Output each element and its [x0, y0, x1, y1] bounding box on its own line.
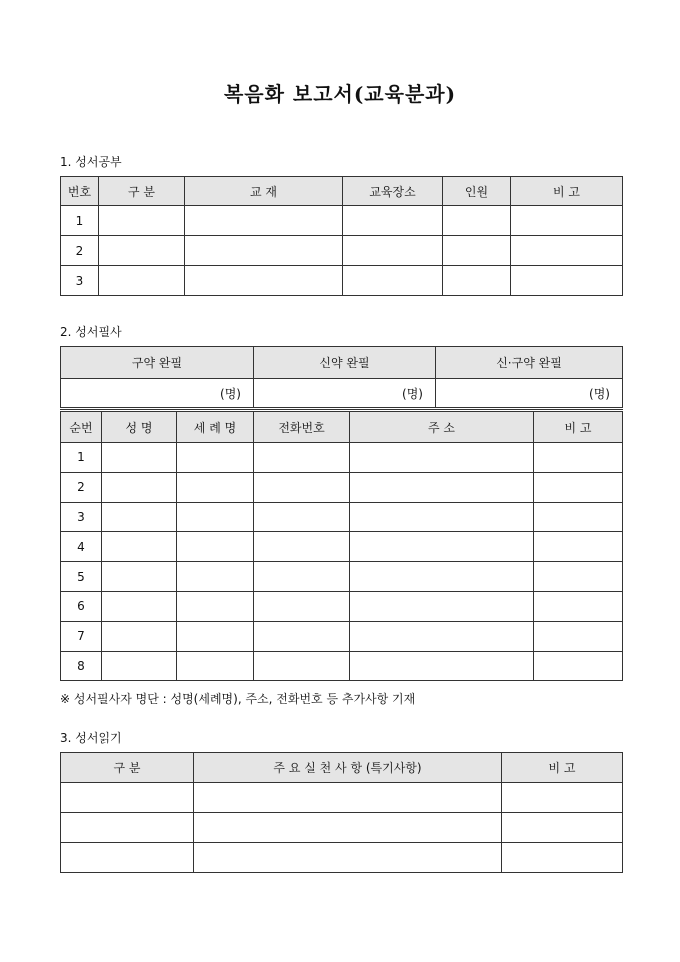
table-row — [61, 591, 623, 621]
row-number: 2 — [61, 236, 99, 266]
cell-location[interactable] — [343, 266, 443, 296]
cell-address[interactable] — [350, 532, 534, 562]
header-remarks: 비 고 — [534, 412, 623, 443]
table-row — [61, 266, 623, 296]
cell-baptismal-name[interactable] — [177, 502, 254, 532]
cell-address[interactable] — [350, 562, 534, 592]
header-category: 구 분 — [61, 753, 194, 783]
table-row — [61, 783, 623, 813]
cell-phone[interactable] — [254, 562, 350, 592]
section3-heading: 3. 성서읽기 — [60, 731, 122, 745]
bible-reading-table — [60, 752, 623, 873]
cell-textbook[interactable] — [185, 236, 343, 266]
nt-count[interactable]: (명) — [254, 379, 436, 409]
cell-remarks[interactable] — [534, 502, 623, 532]
cell-address[interactable] — [350, 443, 534, 473]
cell-phone[interactable] — [254, 472, 350, 502]
row-number: 7 — [61, 621, 102, 651]
cell-name[interactable] — [102, 651, 177, 681]
table-row — [61, 621, 623, 651]
cell-remarks[interactable] — [534, 591, 623, 621]
row-number: 3 — [61, 266, 99, 296]
row-number: 3 — [61, 502, 102, 532]
cell-location[interactable] — [343, 236, 443, 266]
cell-baptismal-name[interactable] — [177, 562, 254, 592]
header-phone: 전화번호 — [254, 412, 350, 443]
cell-address[interactable] — [350, 621, 534, 651]
row-number: 1 — [61, 206, 99, 236]
row-number: 5 — [61, 562, 102, 592]
table-row — [61, 562, 623, 592]
cell-category[interactable] — [99, 266, 185, 296]
cell-phone[interactable] — [254, 532, 350, 562]
cell-baptismal-name[interactable] — [177, 621, 254, 651]
row-number: 4 — [61, 532, 102, 562]
cell-location[interactable] — [343, 206, 443, 236]
cell-remarks[interactable] — [534, 472, 623, 502]
cell-remarks[interactable] — [502, 813, 623, 843]
row-number: 2 — [61, 472, 102, 502]
header-seq: 순번 — [61, 412, 102, 443]
cell-people[interactable] — [443, 236, 511, 266]
cell-baptismal-name[interactable] — [177, 472, 254, 502]
header-number: 번호 — [61, 177, 99, 206]
table-row — [61, 651, 623, 681]
row-number: 6 — [61, 591, 102, 621]
cell-category[interactable] — [61, 813, 194, 843]
header-location: 교육장소 — [343, 177, 443, 206]
row-number: 8 — [61, 651, 102, 681]
cell-address[interactable] — [350, 502, 534, 532]
header-name: 성 명 — [102, 412, 177, 443]
cell-people[interactable] — [443, 206, 511, 236]
cell-practice[interactable] — [194, 783, 502, 813]
cell-remarks[interactable] — [502, 783, 623, 813]
table-row — [61, 472, 623, 502]
cell-remarks[interactable] — [534, 443, 623, 473]
cell-address[interactable] — [350, 651, 534, 681]
cell-category[interactable] — [61, 843, 194, 873]
cell-name[interactable] — [102, 443, 177, 473]
cell-practice[interactable] — [194, 813, 502, 843]
table-row — [61, 443, 623, 473]
cell-address[interactable] — [350, 472, 534, 502]
table-row — [61, 843, 623, 873]
header-category: 구 분 — [99, 177, 185, 206]
all-count[interactable]: (명) — [436, 379, 623, 409]
table-row — [61, 532, 623, 562]
cell-remarks[interactable] — [534, 532, 623, 562]
header-all-complete: 신·구약 완필 — [436, 347, 623, 379]
bible-study-table — [60, 176, 623, 296]
bible-copy-table — [60, 411, 623, 681]
row-number: 1 — [61, 443, 102, 473]
cell-name[interactable] — [102, 532, 177, 562]
header-remarks: 비 고 — [502, 753, 623, 783]
header-people: 인원 — [443, 177, 511, 206]
cell-baptismal-name[interactable] — [177, 591, 254, 621]
cell-baptismal-name[interactable] — [177, 443, 254, 473]
header-baptismal-name: 세 례 명 — [177, 412, 254, 443]
table-row — [61, 206, 623, 236]
header-remarks: 비 고 — [511, 177, 623, 206]
cell-textbook[interactable] — [185, 206, 343, 236]
cell-phone[interactable] — [254, 621, 350, 651]
header-main-practice: 주 요 실 천 사 항 (특기사항) — [194, 753, 502, 783]
cell-address[interactable] — [350, 591, 534, 621]
header-textbook: 교 재 — [185, 177, 343, 206]
bible-copy-note: ※ 성서필사자 명단 : 성명(세례명), 주소, 전화번호 등 추가사항 기재 — [60, 692, 416, 706]
cell-remarks[interactable] — [534, 621, 623, 651]
cell-remarks[interactable] — [511, 266, 623, 296]
table-row — [61, 813, 623, 843]
cell-textbook[interactable] — [185, 266, 343, 296]
bible-copy-summary-table — [60, 346, 623, 410]
cell-name[interactable] — [102, 472, 177, 502]
section2-heading: 2. 성서필사 — [60, 325, 122, 339]
cell-remarks[interactable] — [502, 843, 623, 873]
cell-name[interactable] — [102, 621, 177, 651]
cell-name[interactable] — [102, 562, 177, 592]
page-title: 복음화 보고서(교육분과) — [223, 82, 457, 106]
cell-remarks[interactable] — [534, 562, 623, 592]
table-row — [61, 236, 623, 266]
cell-baptismal-name[interactable] — [177, 532, 254, 562]
cell-remarks[interactable] — [511, 206, 623, 236]
header-address: 주 소 — [350, 412, 534, 443]
cell-remarks[interactable] — [534, 651, 623, 681]
cell-name[interactable] — [102, 502, 177, 532]
header-ot-complete: 구약 완필 — [61, 347, 254, 379]
table-row — [61, 502, 623, 532]
cell-category[interactable] — [61, 783, 194, 813]
cell-phone[interactable] — [254, 651, 350, 681]
cell-practice[interactable] — [194, 843, 502, 873]
cell-people[interactable] — [443, 266, 511, 296]
cell-phone[interactable] — [254, 502, 350, 532]
cell-category[interactable] — [99, 206, 185, 236]
cell-phone[interactable] — [254, 591, 350, 621]
header-nt-complete: 신약 완필 — [254, 347, 436, 379]
cell-remarks[interactable] — [511, 236, 623, 266]
cell-category[interactable] — [99, 236, 185, 266]
ot-count[interactable]: (명) — [61, 379, 254, 409]
cell-phone[interactable] — [254, 443, 350, 473]
cell-name[interactable] — [102, 591, 177, 621]
cell-baptismal-name[interactable] — [177, 651, 254, 681]
section1-heading: 1. 성서공부 — [60, 155, 122, 169]
